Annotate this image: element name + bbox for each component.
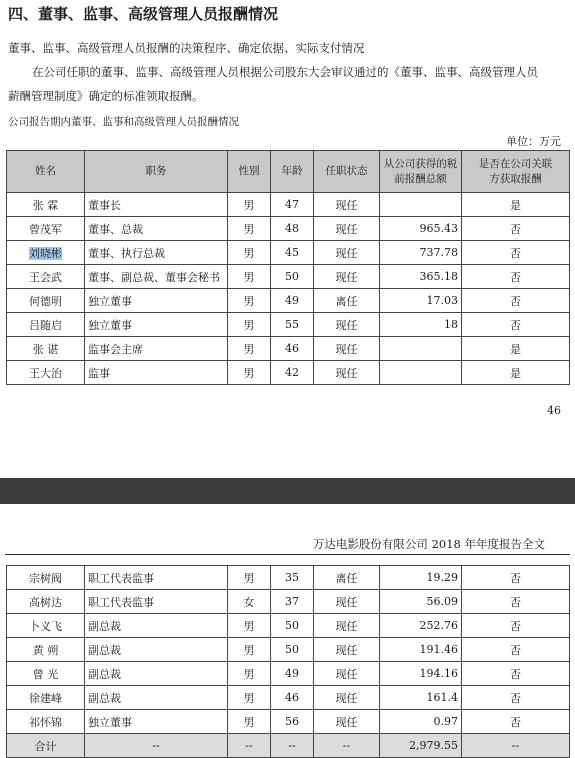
cell-status: 现任 — [314, 614, 380, 638]
header-pay-line-1: 从公司获得的税 — [383, 157, 458, 170]
report-header: 万达电影股份有限公司 2018 年年度报告全文 — [312, 537, 545, 551]
total-pay: 2,979.55 — [380, 734, 462, 758]
cell-age: 50 — [271, 265, 314, 289]
cell-name: 何德明 — [7, 289, 85, 313]
cell-status: 离任 — [314, 289, 380, 313]
cell-status: 现任 — [314, 265, 380, 289]
header-pay — [380, 151, 462, 193]
cell-name: 王会武 — [7, 265, 85, 289]
cell-position: 独立董事 — [85, 710, 228, 734]
cell-gender: 男 — [228, 289, 271, 313]
cell-age: 46 — [271, 337, 314, 361]
table-row — [7, 686, 570, 710]
paragraph-line-1: 在公司任职的董事、监事、高级管理人员根据公司股东大会审议通过的《董事、监事、高级管理人员 — [32, 65, 538, 79]
report-page-2 — [0, 520, 575, 757]
cell-status: 现任 — [314, 241, 380, 265]
cell-age: 47 — [271, 193, 314, 217]
cell-position: 独立董事 — [85, 289, 228, 313]
table-row — [7, 337, 570, 361]
cell-name: 曾 光 — [7, 662, 85, 686]
total-position: -- — [85, 734, 228, 758]
cell-name: 祁怀锦 — [7, 710, 85, 734]
cell-name: 高树达 — [7, 590, 85, 614]
cell-gender: 男 — [228, 566, 271, 590]
cell-position: 副总裁 — [85, 614, 228, 638]
cell-gender: 男 — [228, 662, 271, 686]
cell-pay: 161.4 — [380, 686, 462, 710]
cell-age: 49 — [271, 289, 314, 313]
cell-position: 副总裁 — [85, 686, 228, 710]
cell-gender: 男 — [228, 265, 271, 289]
table-row — [7, 289, 570, 313]
total-label: 合计 — [7, 734, 85, 758]
cell-position: 董事、总裁 — [85, 217, 228, 241]
cell-position: 职工代表监事 — [85, 590, 228, 614]
cell-pay: 56.09 — [380, 590, 462, 614]
cell-position: 副总裁 — [85, 638, 228, 662]
selected-name-highlight[interactable]: 刘晓彬 — [29, 246, 62, 260]
compensation-table-page-1 — [6, 150, 570, 385]
cell-name: 曾茂军 — [7, 217, 85, 241]
cell-pay: 965.43 — [380, 217, 462, 241]
cell-gender: 男 — [228, 313, 271, 337]
cell-age: 56 — [271, 710, 314, 734]
cell-gender: 男 — [228, 686, 271, 710]
cell-age: 35 — [271, 566, 314, 590]
cell-gender: 男 — [228, 337, 271, 361]
header-pay-line-2: 前报酬总额 — [394, 172, 447, 185]
table-row — [7, 614, 570, 638]
cell-position: 董事长 — [85, 193, 228, 217]
cell-gender: 男 — [228, 614, 271, 638]
cell-status: 现任 — [314, 361, 380, 385]
paragraph-line-2: 薪酬管理制度》确定的标准领取报酬。 — [8, 89, 204, 103]
header-related-line-2: 方获取报酬 — [489, 172, 542, 185]
cell-name[interactable] — [7, 241, 85, 265]
total-status: -- — [314, 734, 380, 758]
cell-related: 是 — [462, 193, 570, 217]
cell-status: 现任 — [314, 590, 380, 614]
cell-pay — [380, 193, 462, 217]
table-header-row — [7, 151, 570, 193]
cell-status: 现任 — [314, 710, 380, 734]
table-row — [7, 217, 570, 241]
cell-status: 离任 — [314, 566, 380, 590]
cell-pay: 194.16 — [380, 662, 462, 686]
cell-pay: 0.97 — [380, 710, 462, 734]
table-row — [7, 710, 570, 734]
table-row — [7, 193, 570, 217]
cell-position: 董事、执行总裁 — [85, 241, 228, 265]
cell-age: 46 — [271, 686, 314, 710]
cell-age: 45 — [271, 241, 314, 265]
table-row — [7, 590, 570, 614]
table-row — [7, 638, 570, 662]
cell-gender: 男 — [228, 241, 271, 265]
cell-pay: 365.18 — [380, 265, 462, 289]
header-gender: 性别 — [228, 151, 271, 193]
cell-age: 42 — [271, 361, 314, 385]
cell-name: 张 谌 — [7, 337, 85, 361]
cell-name: 张 霖 — [7, 193, 85, 217]
cell-gender: 男 — [228, 638, 271, 662]
cell-age: 37 — [271, 590, 314, 614]
subtitle: 董事、监事、高级管理人员报酬的决策程序、确定依据、实际支付情况 — [8, 41, 365, 55]
cell-related: 否 — [462, 638, 570, 662]
cell-related: 否 — [462, 265, 570, 289]
table-caption: 公司报告期内董事、监事和高级管理人员报酬情况 — [8, 116, 239, 128]
total-gender: -- — [228, 734, 271, 758]
cell-related: 否 — [462, 313, 570, 337]
page-number: 46 — [547, 404, 561, 417]
cell-pay — [380, 337, 462, 361]
header-age: 年龄 — [271, 151, 314, 193]
cell-pay: 18 — [380, 313, 462, 337]
cell-name: 黄 朔 — [7, 638, 85, 662]
cell-related: 否 — [462, 289, 570, 313]
cell-age: 48 — [271, 217, 314, 241]
header-position: 职务 — [85, 151, 228, 193]
cell-position: 职工代表监事 — [85, 566, 228, 590]
cell-name: 徐建峰 — [7, 686, 85, 710]
table-row — [7, 662, 570, 686]
table-row — [7, 265, 570, 289]
page-separator-bar — [0, 478, 575, 504]
table-total-row — [7, 734, 570, 758]
section-title: 四、董事、监事、高级管理人员报酬情况 — [8, 5, 279, 23]
cell-status: 现任 — [314, 337, 380, 361]
cell-gender: 男 — [228, 710, 271, 734]
header-related — [462, 151, 570, 193]
cell-name: 宗树阀 — [7, 566, 85, 590]
cell-related: 是 — [462, 337, 570, 361]
cell-name: 王大治 — [7, 361, 85, 385]
cell-position: 董事、副总裁、董事会秘书 — [85, 265, 228, 289]
report-header-rule — [5, 554, 570, 555]
cell-status: 现任 — [314, 217, 380, 241]
cell-related: 否 — [462, 686, 570, 710]
cell-pay — [380, 361, 462, 385]
cell-pay: 17.03 — [380, 289, 462, 313]
cell-status: 现任 — [314, 193, 380, 217]
cell-name: 吕随启 — [7, 313, 85, 337]
cell-pay: 737.78 — [380, 241, 462, 265]
page-separator — [0, 420, 575, 520]
cell-pay: 252.76 — [380, 614, 462, 638]
cell-status: 现任 — [314, 313, 380, 337]
table-row — [7, 566, 570, 590]
cell-pay: 19.29 — [380, 566, 462, 590]
cell-related: 否 — [462, 217, 570, 241]
cell-gender: 女 — [228, 590, 271, 614]
cell-related: 否 — [462, 662, 570, 686]
table-row — [7, 361, 570, 385]
cell-age: 55 — [271, 313, 314, 337]
cell-gender: 男 — [228, 193, 271, 217]
cell-age: 50 — [271, 638, 314, 662]
cell-position: 监事会主席 — [85, 337, 228, 361]
cell-name: 卜义飞 — [7, 614, 85, 638]
cell-gender: 男 — [228, 361, 271, 385]
cell-status: 现任 — [314, 662, 380, 686]
cell-related: 否 — [462, 710, 570, 734]
header-name: 姓名 — [7, 151, 85, 193]
unit-label: 单位：万元 — [506, 135, 561, 148]
total-related: -- — [462, 734, 570, 758]
table-row — [7, 241, 570, 265]
cell-position: 副总裁 — [85, 662, 228, 686]
cell-gender: 男 — [228, 217, 271, 241]
header-related-line-1: 是否在公司关联 — [478, 157, 553, 170]
cell-pay: 191.46 — [380, 638, 462, 662]
cell-status: 现任 — [314, 638, 380, 662]
cell-related: 否 — [462, 590, 570, 614]
cell-related: 是 — [462, 361, 570, 385]
cell-age: 49 — [271, 662, 314, 686]
compensation-table-page-2 — [6, 565, 570, 758]
cell-related: 否 — [462, 614, 570, 638]
cell-related: 否 — [462, 241, 570, 265]
header-status: 任职状态 — [314, 151, 380, 193]
total-age: -- — [271, 734, 314, 758]
cell-related: 否 — [462, 566, 570, 590]
cell-position: 监事 — [85, 361, 228, 385]
cell-position: 独立董事 — [85, 313, 228, 337]
table-row — [7, 313, 570, 337]
cell-status: 现任 — [314, 686, 380, 710]
cell-age: 50 — [271, 614, 314, 638]
